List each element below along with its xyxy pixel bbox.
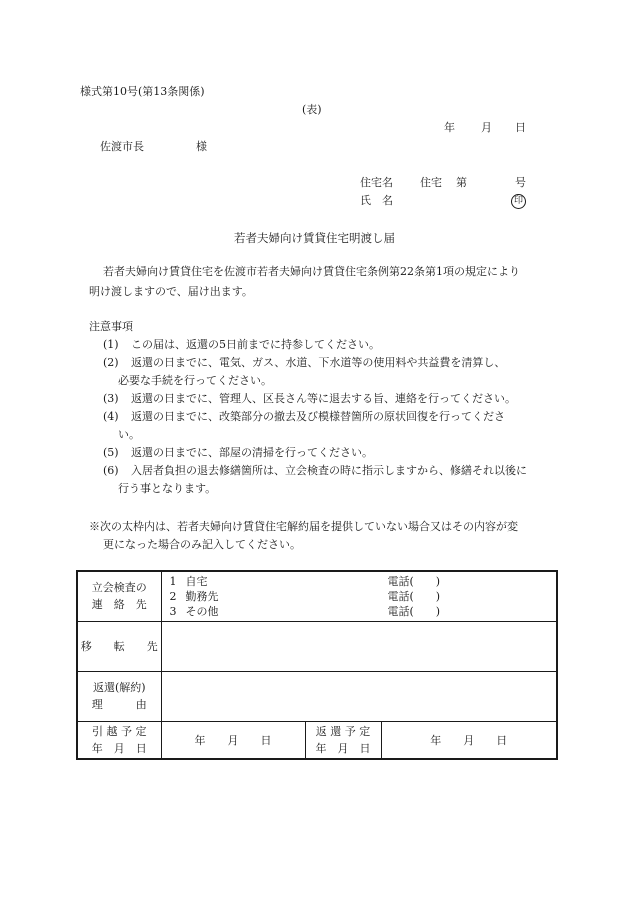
note-2-number: (2) (103, 356, 119, 369)
contact-option-home[interactable]: 1 自宅 電話( ) (169, 574, 441, 588)
note-1-number: (1) (103, 338, 119, 351)
housing-label: 住宅名 (360, 176, 393, 189)
return-date-label-cell (305, 721, 381, 759)
move-destination-label: 移 転 先 (77, 621, 161, 671)
moving-date-label-line-1: 引 越 予 定 (92, 724, 147, 738)
move-destination-field[interactable] (161, 621, 557, 671)
seal-mark (511, 193, 526, 209)
return-date-label-line-1: 返 還 予 定 (315, 724, 371, 738)
contact-option-other[interactable]: 3 その他 電話( ) (169, 604, 441, 618)
body-line-1: 若者夫婦向け賃貸住宅を佐渡市若者夫婦向け賃貸住宅条例第22条第1項の規定により (103, 265, 520, 278)
return-info-table (76, 570, 558, 760)
seal-glyph: 印 (511, 194, 526, 209)
moving-date-field[interactable]: 年 月 日 (161, 721, 305, 759)
note-4-number: (4) (103, 410, 119, 423)
note-2-line-1: 返還の日までに、電気、ガス、水道、下水道等の使用料や共益費を清算し、 (131, 356, 506, 369)
note-6-line-1: 入居者負担の退去修繕箇所は、立会検査の時に指示しますから、修繕それ以後に (131, 464, 527, 477)
side-label: (表) (302, 103, 322, 116)
housing-dai: 第 (456, 176, 467, 189)
body-line-2: 明け渡しますので、届け出ます。 (89, 285, 253, 298)
return-reason-label-line-2: 理 由 (91, 698, 147, 711)
return-reason-label-line-1: 返還(解約) (92, 681, 146, 694)
contact-options-cell[interactable] (161, 571, 557, 621)
note-6-number: (6) (103, 464, 119, 477)
note-6-line-2: 行う事となります。 (118, 482, 217, 495)
date-day: 日 (515, 121, 526, 134)
note-5-line-1: 返還の日までに、部屋の清掃を行ってください。 (131, 446, 373, 459)
contact-option-work[interactable]: 2 勤務先 電話( ) (169, 589, 441, 603)
return-reason-field[interactable] (161, 671, 557, 721)
return-reason-label-cell (77, 671, 161, 721)
return-date-label-line-2: 年 月 日 (315, 741, 371, 755)
addressee-honorific: 様 (196, 140, 207, 153)
housing-go: 号 (515, 176, 526, 189)
name-label: 氏 名 (360, 194, 393, 207)
note-2-line-2: 必要な手続を行ってください。 (118, 374, 272, 387)
box-note-line-2: 更になった場合のみ記入してください。 (103, 538, 301, 551)
moving-date-label-cell (77, 721, 161, 759)
contact-label-cell (77, 571, 161, 621)
form-number: 様式第10号(第13条関係) (80, 85, 205, 98)
notes-heading: 注意事項 (89, 320, 133, 333)
contact-label-line-1: 立会検査の (91, 581, 147, 595)
note-4-line-2: い。 (118, 428, 140, 441)
note-3-line-1: 返還の日までに、管理人、区長さん等に退去する旨、連絡を行ってください。 (131, 392, 516, 405)
document-title: 若者夫婦向け賃貸住宅明渡し届 (234, 231, 395, 245)
contact-label-line-2: 連 絡 先 (91, 598, 147, 612)
date-year: 年 (444, 121, 455, 134)
box-note-line-1: ※次の太枠内は、若者夫婦向け賃貸住宅解約届を提供していない場合又はその内容が変 (89, 520, 518, 533)
housing-value: 住宅 (420, 176, 442, 189)
note-5-number: (5) (103, 446, 119, 459)
note-3-number: (3) (103, 392, 119, 405)
moving-date-label-line-2: 年 月 日 (91, 741, 147, 755)
note-4-line-1: 返還の日までに、改築部分の撤去及び模様替箇所の原状回復を行ってくださ (131, 410, 505, 423)
date-month: 月 (481, 121, 492, 134)
return-date-field[interactable]: 年 月 日 (381, 721, 557, 759)
addressee-name: 佐渡市長 (100, 140, 144, 153)
note-1-line-1: この届は、返還の5日前までに持参してください。 (131, 338, 380, 351)
